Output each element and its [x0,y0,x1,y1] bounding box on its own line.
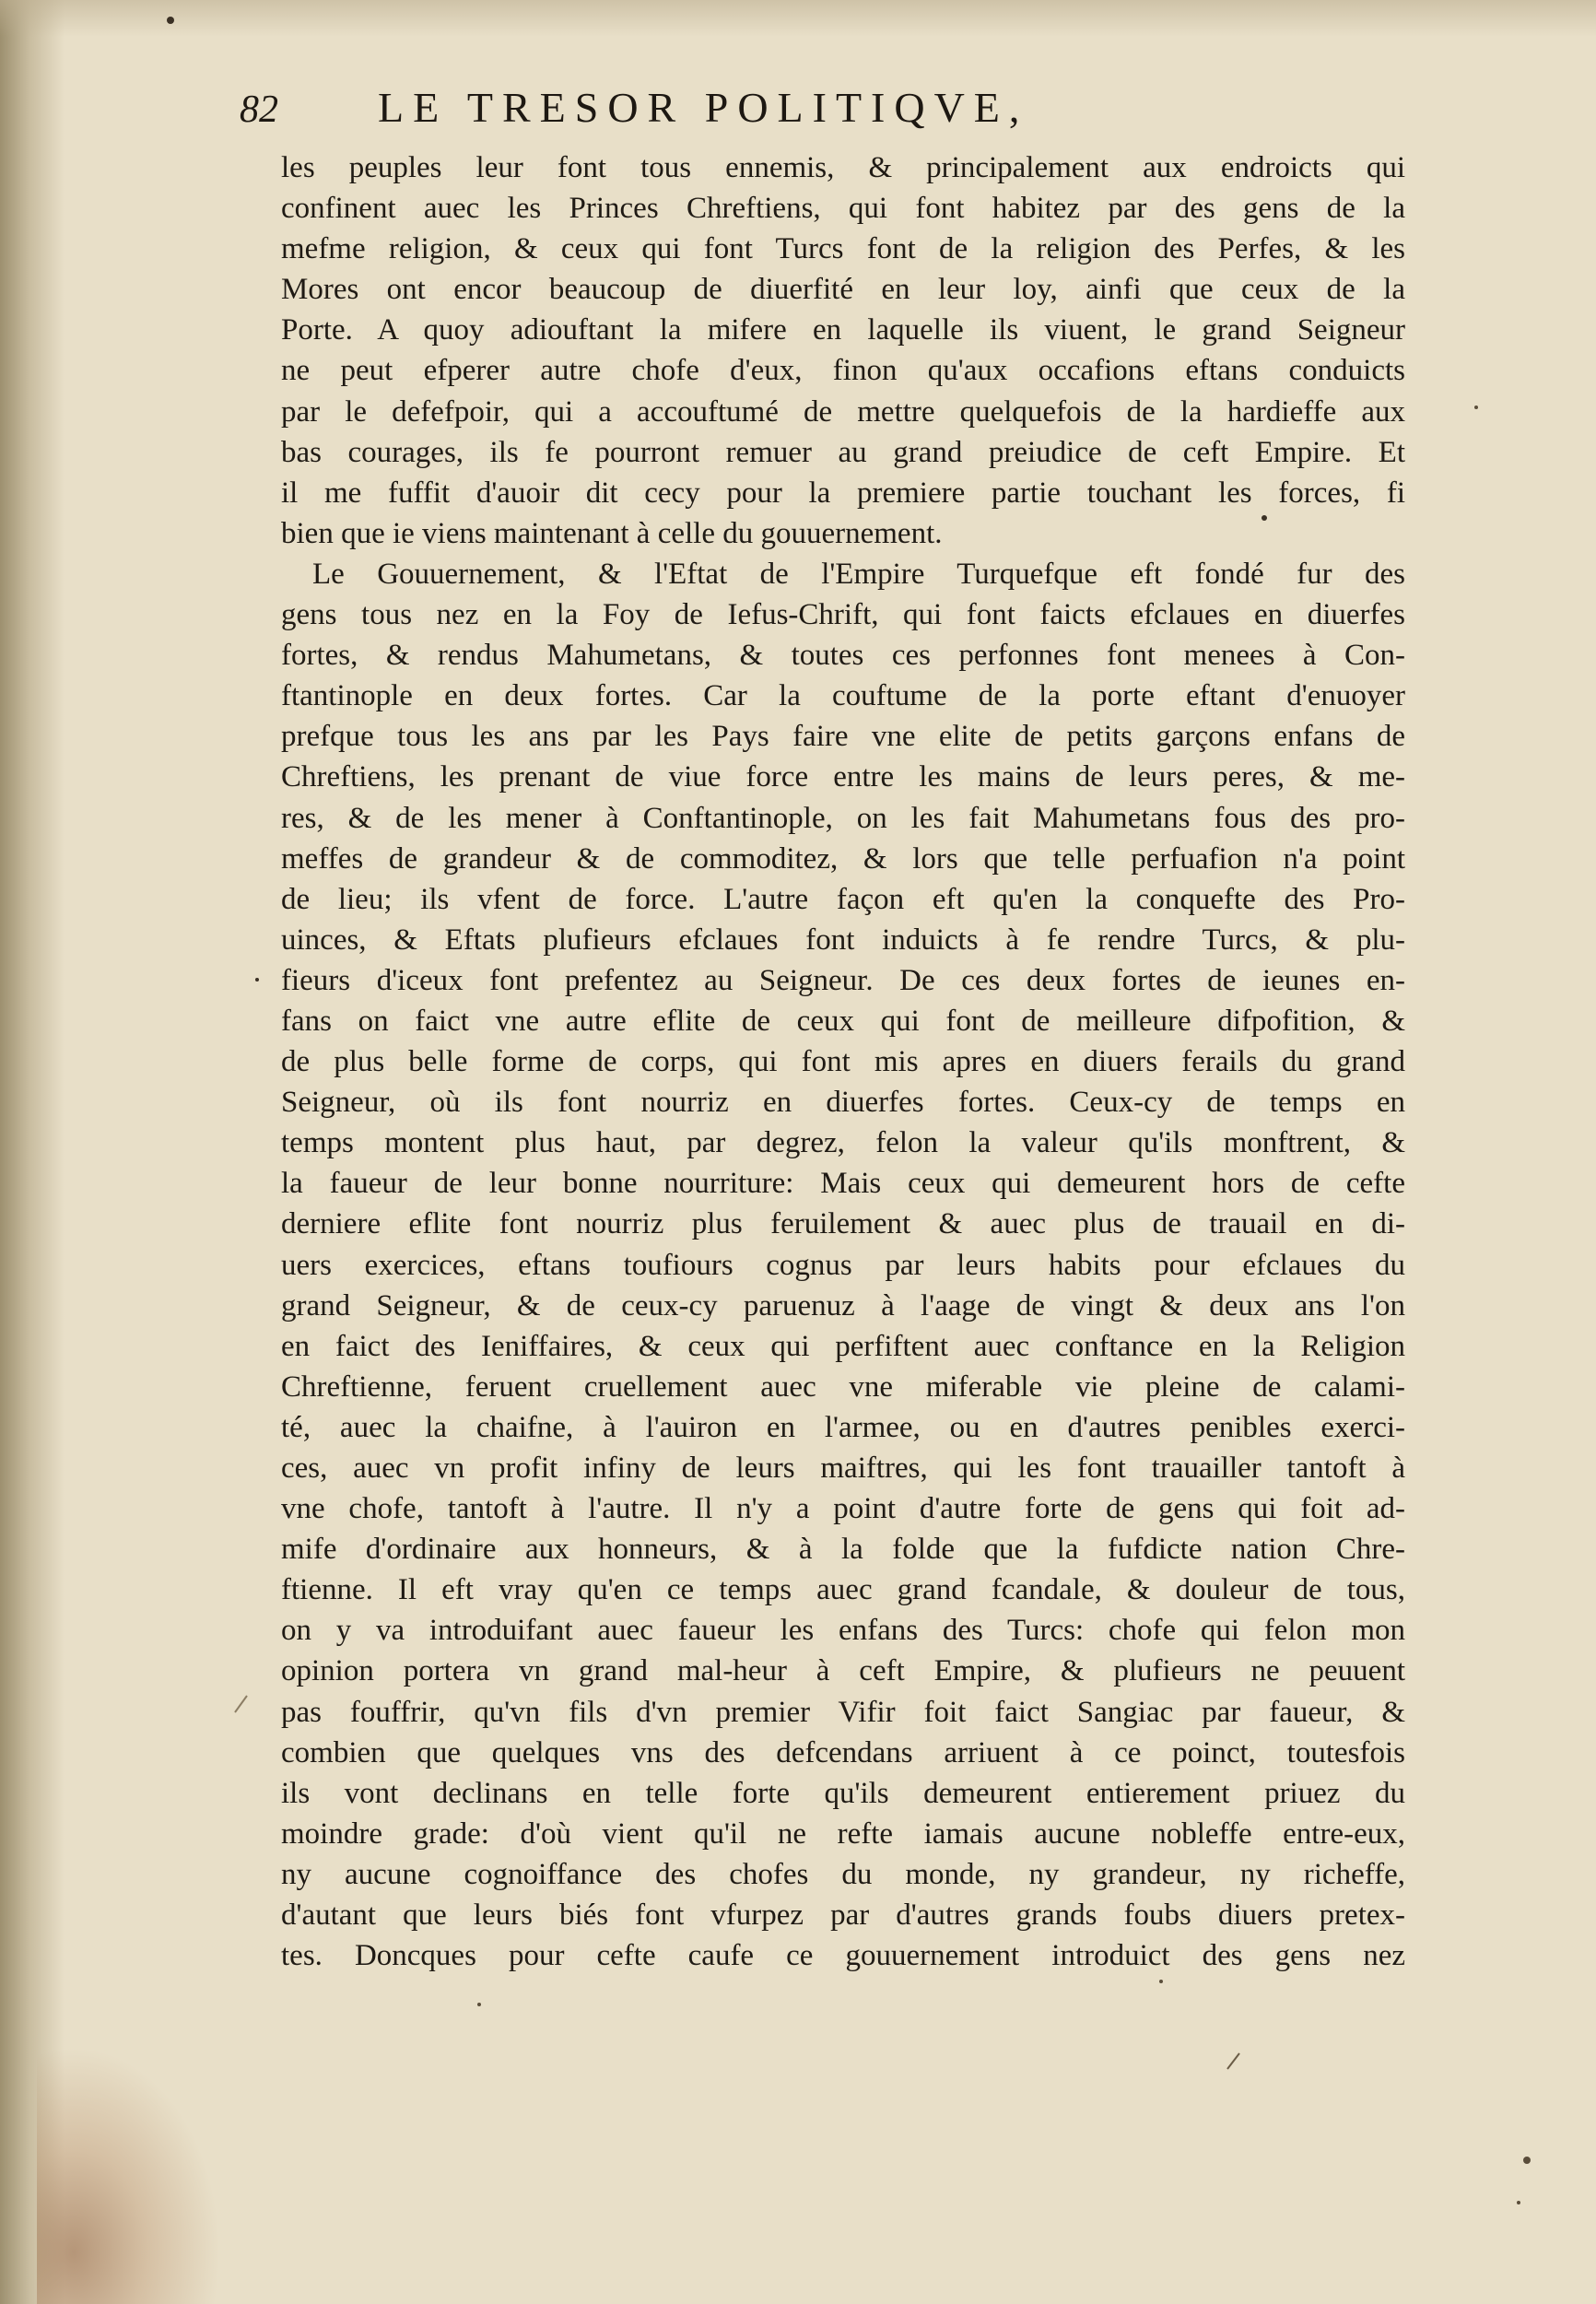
text-line: on y va introduifant auec faueur les enfans des Turcs: chofe qui felon mon [281,1614,1405,1648]
text-line: mefme religion, & ceux qui font Turcs font de la religion des Perfes, & les [281,232,1405,266]
text-line: ny aucune cognoiffance des chofes du monde, ny grandeur, ny richeffe, [281,1857,1405,1891]
text-line: pas fouffrir, qu'vn fils d'vn premier Vifir foit faict Sangiac par faueur, & [281,1695,1405,1729]
text-line: ftantinople en deux fortes. Car la couftume de la porte eftant d'enuoyer [281,679,1405,713]
text-line: tes. Doncques pour cefte caufe ce gouuernement introduict des gens nez [281,1939,1405,1973]
text-line: Le Gouuernement, & l'Eftat de l'Empire Turquefque eft fondé fur des [312,557,1405,591]
text-line: ne peut efperer autre chofe d'eux, finon qu'aux occafions eftans conduicts [281,354,1405,388]
text-line: Mores ont encor beaucoup de diuerfité en leur loy, ainfi que ceux de la [281,273,1405,307]
text-line: bien que ie viens maintenant à celle du gouuernement. [281,516,943,550]
text-line: uers exercices, eftans toufiours cognus par leurs habits pour efclaues du [281,1248,1405,1282]
text-line: fieurs d'iceux font prefentez au Seigneur. De ces deux fortes de ieunes en- [281,963,1405,997]
body-text [281,147,1405,1976]
text-line: Chreftienne, feruent cruellement auec vne miferable vie pleine de calami- [281,1369,1405,1404]
text-line: fans on faict vne autre eflite de ceux qui font de meilleure difpofition, & [281,1004,1405,1038]
text-line: les peuples leur font tous ennemis, & principalement aux endroicts qui [281,151,1405,184]
text-line: confinent auec les Princes Chreftiens, qui font habitez par des gens de la [281,192,1405,226]
text-line: combien que quelques vns des defcendans arriuent à ce poinct, toutesfois [281,1735,1405,1769]
text-line: Chreftiens, les prenant de viue force entre les mains de leurs peres, & me- [281,760,1405,794]
text-line: mife d'ordinaire aux honneurs, & à la folde que la fufdicte nation Chre- [281,1533,1405,1567]
text-line: opinion portera vn grand mal-heur à ceft Empire, & plufieurs ne peuuent [281,1654,1405,1688]
text-line: té, auec la chaifne, à l'auiron en l'armee, ou en d'autres penibles exerci- [281,1410,1405,1444]
corner-stain [37,2046,221,2304]
text-line: ftienne. Il eft vray qu'en ce temps auec grand fcandale, & douleur de tous, [281,1573,1405,1607]
text-line: uinces, & Eftats plufieurs efclaues font induicts à fe rendre Turcs, & plu- [281,923,1405,957]
text-line: derniere eflite font nourriz plus feruilement & auec plus de trauail en di- [281,1207,1405,1241]
text-line: moindre grade: d'où vient qu'il ne refte iamais aucune nobleffe entre-eux, [281,1816,1405,1851]
text-line: ces, auec vn profit infiny de leurs maiftres, qui les font trauailler tantoft à [281,1452,1405,1485]
text-line: ils vont declinans en telle forte qu'ils demeurent entierement priuez du [281,1776,1405,1810]
text-line: prefque tous les ans par les Pays faire vne elite de petits garçons enfans de [281,720,1405,754]
text-line: Seigneur, où ils font nourriz en diuerfes fortes. Ceux-cy de temps en [281,1086,1405,1120]
gutter-shadow [0,0,65,2304]
text-line: bas courages, ils fe pourront remuer au grand preiudice de ceft Empire. Et [281,435,1405,469]
running-header [226,83,1359,138]
page-number: 82 [240,88,278,131]
text-line: vne chofe, tantoft à l'autre. Il n'y a point d'autre forte de gens qui foit ad- [281,1492,1405,1526]
text-line: de lieu; ils vfent de force. L'autre façon eft qu'en la conquefte des Pro- [281,882,1405,916]
running-title: LE TRESOR POLITIQVE, [378,84,1029,131]
text-line: en faict des Ieniffaires, & ceux qui perfiftent auec conftance en la Religion [281,1329,1405,1363]
text-line: fortes, & rendus Mahumetans, & toutes ces perfonnes font menees à Con- [281,639,1405,673]
text-line: par le defefpoir, qui a accouftumé de mettre quelquefois de la hardieffe aux [281,394,1405,429]
text-line: de plus belle forme de corps, qui font mis apres en diuers ferails du grand [281,1045,1405,1079]
text-line: res, & de les mener à Conftantinople, on les fait Mahumetans fous des pro- [281,801,1405,835]
text-line: gens tous nez en la Foy de Iefus-Chrift, qui font faicts efclaues en diuerfes [281,598,1405,632]
text-line: grand Seigneur, & de ceux-cy paruenuz à l'aage de vingt & deux ans l'on [281,1288,1405,1322]
text-line: la faueur de leur bonne nourriture: Mais ceux qui demeurent hors de cefte [281,1167,1405,1201]
text-line: temps montent plus haut, par degrez, felon la valeur qu'ils monftrent, & [281,1126,1405,1160]
text-line: il me fuffit d'auoir dit cecy pour la premiere partie touchant les forces, fi [281,476,1405,510]
text-line: Porte. A quoy adiouftant la mifere en laquelle ils viuent, le grand Seigneur [281,313,1405,347]
text-line: d'autant que leurs biés font vfurpez par d'autres grands foubs diuers pretex- [281,1898,1405,1933]
page-top-shade [0,0,1596,37]
text-line: meffes de grandeur & de commoditez, & lors que telle perfuafion n'a point [281,841,1405,876]
